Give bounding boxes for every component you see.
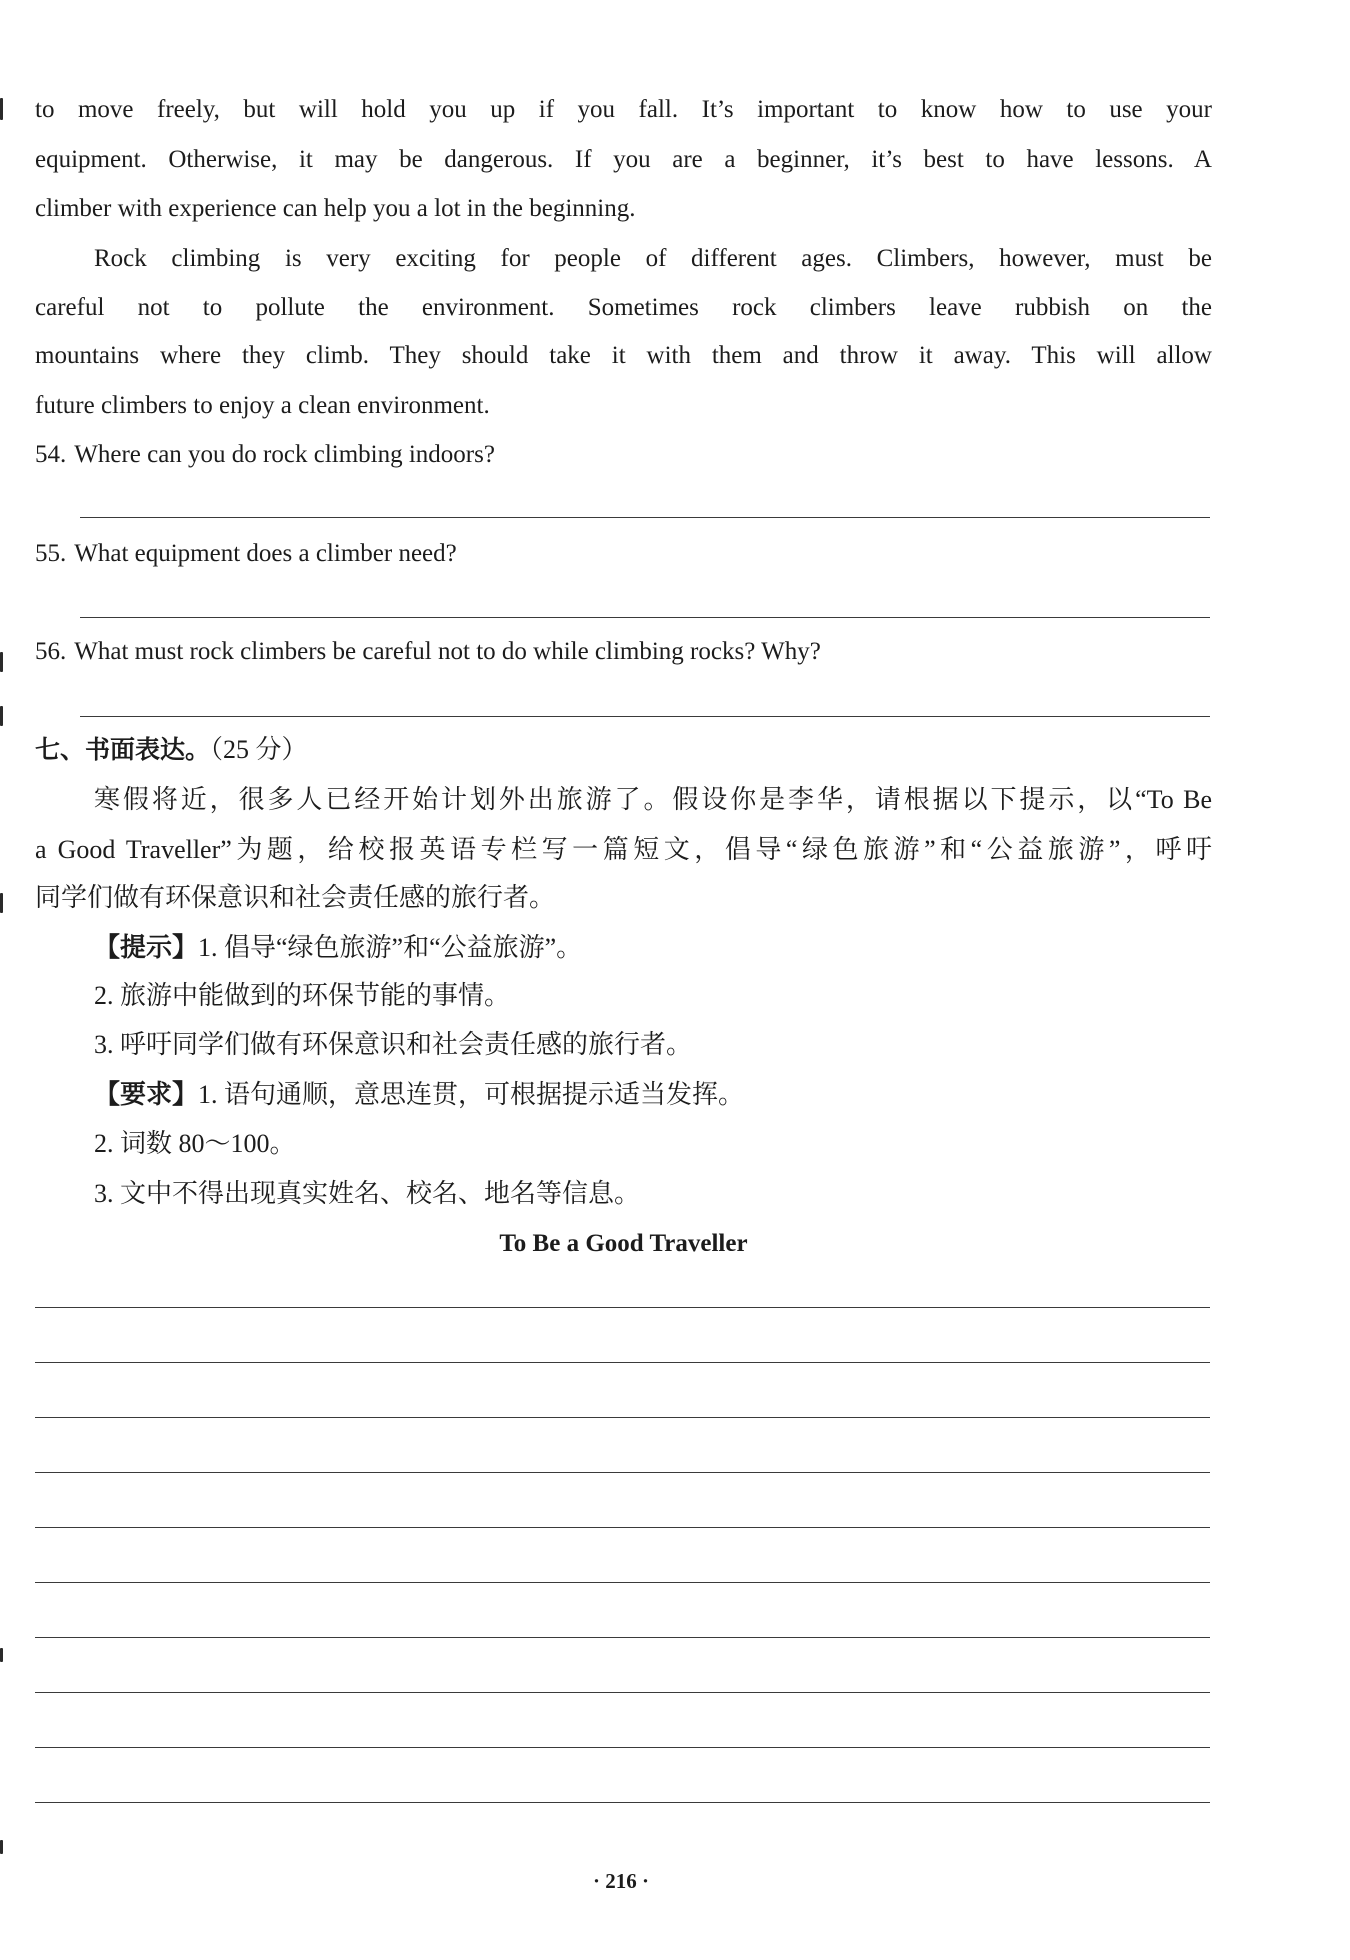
prompt-line: 寒假将近，很多人已经开始计划外出旅游了。假设你是李华，请根据以下提示，以“To Be — [94, 785, 1212, 814]
passage-line: equipment. Otherwise, it may be dangerous. If you are a beginner, it’s best to have lessons. A — [35, 146, 1212, 173]
section-heading — [35, 730, 1212, 770]
question-56 — [35, 632, 1212, 672]
passage-line: mountains where they climb. They should take it with them and throw it away. This will allow — [35, 342, 1212, 369]
requirement-text: 1. 语句通顺，意思连贯，可根据提示适当发挥。 — [198, 1080, 745, 1109]
passage-line: future climbers to enjoy a clean environment. — [35, 392, 490, 419]
writing-line — [35, 1637, 1210, 1638]
writing-line — [35, 1362, 1210, 1363]
prompt-line: a Good Traveller”为题，给校报英语专栏写一篇短文，倡导“绿色旅游”和“公益旅游”，呼吁 — [35, 835, 1212, 864]
passage-line: careful not to pollute the environment. Sometimes rock climbers leave rubbish on the — [35, 294, 1212, 321]
page-number: · 216 · — [592, 1869, 649, 1893]
answer-line — [80, 617, 1210, 618]
hint-line: 2. 旅游中能做到的环保节能的事情。 — [94, 981, 511, 1010]
writing-line — [35, 1417, 1210, 1418]
question-number: 54. — [35, 441, 67, 468]
requirement-line — [94, 1075, 1212, 1115]
passage-line: climber with experience can help you a lot in the beginning. — [35, 195, 636, 222]
writing-line — [35, 1747, 1210, 1748]
hint-line — [94, 928, 1212, 968]
question-number: 56. — [35, 638, 67, 665]
passage-line: to move freely, but will hold you up if you fall. It’s important to know how to use your — [35, 96, 1212, 123]
answer-line — [80, 716, 1210, 717]
adjacent-page-fragment — [0, 1648, 3, 1662]
question-text: What equipment does a climber need? — [74, 540, 457, 567]
requirement-line: 3. 文中不得出现真实姓名、校名、地名等信息。 — [94, 1179, 641, 1208]
writing-line — [35, 1307, 1210, 1308]
hints-label: 【提示】 — [94, 933, 199, 963]
adjacent-page-fragment — [0, 1840, 3, 1854]
hint-line: 3. 呼吁同学们做有环保意识和社会责任感的旅行者。 — [94, 1030, 693, 1059]
prompt-line: 同学们做有环保意识和社会责任感的旅行者。 — [35, 883, 556, 912]
question-number: 55. — [35, 540, 67, 567]
hint-text: 1. 倡导“绿色旅游”和“公益旅游”。 — [198, 933, 583, 962]
adjacent-page-fragment — [0, 98, 3, 120]
writing-line — [35, 1527, 1210, 1528]
requirements-label: 【要求】 — [94, 1080, 199, 1110]
writing-line — [35, 1582, 1210, 1583]
writing-line — [35, 1802, 1210, 1803]
question-54 — [35, 435, 1212, 475]
question-text: What must rock climbers be careful not to do while climbing rocks? Why? — [74, 638, 821, 665]
adjacent-page-fragment — [0, 652, 3, 672]
question-text: Where can you do rock climbing indoors? — [74, 441, 495, 468]
adjacent-page-fragment — [0, 893, 3, 913]
adjacent-page-fragment — [0, 706, 3, 726]
essay-title: To Be a Good Traveller — [499, 1230, 748, 1257]
writing-line — [35, 1472, 1210, 1473]
section-score: （25 分） — [210, 735, 308, 764]
writing-line — [35, 1692, 1210, 1693]
answer-line — [80, 517, 1210, 518]
question-55 — [35, 534, 1212, 574]
passage-line: Rock climbing is very exciting for people of different ages. Climbers, however, must be — [94, 245, 1212, 272]
requirement-line: 2. 词数 80～100。 — [94, 1129, 296, 1158]
section-heading-label: 七、书面表达。 — [35, 735, 211, 764]
